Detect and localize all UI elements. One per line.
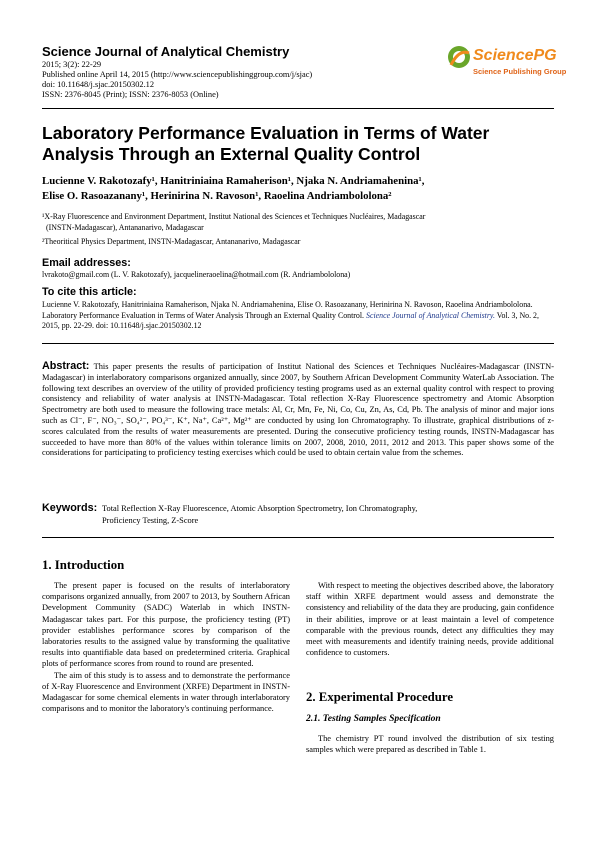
- introduction-body: [42, 580, 290, 714]
- right-column-body: [306, 580, 554, 658]
- section-experimental-title: 2. Experimental Procedure: [306, 690, 454, 704]
- citation-body: Lucienne V. Rakotozafy, Hanitriniaina Ramaherison, Njaka N. Andriamahenina, Elise O. Rasoazanany, Herinirina N. Ravoson, Raoelina Andriambololona. Laboratory Performance Evaluation in Terms of Water Analysis Through an External Quality Control.: [42, 300, 533, 320]
- abstract-bottom-divider: [42, 537, 554, 538]
- citation-journal: Science Journal of Analytical Chemistry.: [366, 310, 495, 320]
- keywords-list: [102, 503, 502, 526]
- keywords-line-1: Total Reflection X-Ray Fluorescence, Atomic Absorption Spectrometry, Ion Chromatography,: [102, 504, 418, 513]
- logo-text: SciencePG: [473, 47, 557, 64]
- keywords-line-2: Proficiency Testing, Z-Score: [102, 515, 199, 525]
- intro-paragraph-1: The present paper is focused on the results of interlaboratory comparisons organized annually, from 2007 to 2013, by Southern African Development Community (SADC) Waterlab in which INSTN-Madagascar takes part. For this purpose, the proficiency testing (PT) provider establishes performance scores by comparison of the laboratories results to the assigned value by transforming the qualitative results into quantifiable data based on predetermined criteria. Graphical plots of performance scores from round to round are presented.: [42, 581, 290, 669]
- journal-volume: 2015; 3(2): 22-29: [42, 60, 102, 69]
- subsection-testing-samples-title: 2.1. Testing Samples Specification: [306, 713, 441, 724]
- experimental-body: [306, 733, 554, 755]
- abstract-text-1: This paper presents the results of participation of Institut National des Sciences et Techniques Nucléaires-Madagascar (INSTN-Madagascar) in interlaboratory comparisons organized annually, since 2007, by Southern African Development Community WaterLab Association. The following text describes an overview of the utility of provided proficiency testing programs used as an external quality control with respect to proving consistency and reliability of water analysis at INSTN-Madagascar. Total reflection X-Ray Fluorescence spectrometry and Atomic Absorption Spectrometry are both used to measure the following trace metals: Al, Cr, Mn, Fe, Ni, Co, Cu, Zn, As, Cd, Pb. The analysis of minor and major ions such as Cl⁻, F⁻, NO₃⁻, SO₄²⁻, PO₄³⁻, K⁺, Na⁺, Ca²⁺, Mg²⁺: [42, 362, 554, 425]
- paper-title: Laboratory Performance Evaluation in Terms of Water Analysis Through an External Quality Control: [42, 123, 490, 164]
- issn: ISSN: 2376-8045 (Print); ISSN: 2376-8053 (Online): [42, 90, 219, 99]
- abstract-text-2: are conducted by using Ion Chromatography. To illustrate, graphical distributions of z-scores calculated from the results of water measurements are presented. During the consecutive proficiency testing rounds, INSTN-Madagascar has succeeded to have more than 80% of the values within tolerance limits on 2007, 2008, 2010, 2011, 2012 and 2013. This paper shows some of the considerations for participating to proficiency testing exercises which could be used to obtain certain value from the schemes.: [42, 415, 555, 458]
- abstract: [42, 361, 554, 459]
- publish-info: Published online April 14, 2015 (http://www.sciencepublishinggroup.com/j/sjac): [42, 70, 313, 79]
- publisher-logo: [447, 43, 567, 93]
- header-divider: [42, 108, 554, 109]
- affiliation-1-line-1: ¹X-Ray Fluorescence and Environment Department, Institut National des Sciences et Techniques Nucléaires, Madagascar: [42, 212, 426, 221]
- abstract-label: Abstract:: [42, 360, 90, 372]
- author-list: [42, 174, 557, 204]
- affiliation-1: [42, 212, 557, 233]
- affiliation-2: ²Theoritical Physics Department, INSTN-Madagascar, Antananarivo, Madagascar: [42, 237, 301, 246]
- authors-line-2: Elise O. Rasoazanany¹, Herinirina N. Ravoson¹, Raoelina Andriambololona²: [42, 190, 392, 202]
- intro-paragraph-2: The aim of this study is to assess and to demonstrate the performance of X-Ray Fluorescence and Environment (XRFE) Department in INSTN-Madagascar for some chemical elements in water through interlaboratory comparisons and to monitor the laboratory's continuing performance.: [42, 670, 290, 714]
- citation-text: [42, 300, 557, 332]
- citation-tail: Vol. 3, No. 2, 2015, pp. 22-29. doi: 10.11648/j.sjac.20150302.12: [42, 310, 539, 331]
- abstract-top-divider: [42, 343, 554, 344]
- section-introduction-title: 1. Introduction: [42, 558, 125, 572]
- right-paragraph-1: With respect to meeting the objectives described above, the laboratory staff within XRFE department would assess and demonstrate the consistency and reliability of the data they are producing, gain confidence in their abilities, improve or at least maintain a level of competence comparable with the previous rounds, detect any difficulties they may meet with measurements and identify training needs, provide additional confidence to customers.: [306, 581, 554, 658]
- email-heading: Email addresses:: [42, 257, 131, 269]
- journal-name: Science Journal of Analytical Chemistry: [42, 44, 290, 59]
- experimental-paragraph-1: The chemistry PT round involved the distribution of six testing samples which were prepared as described in Table 1.: [306, 734, 554, 755]
- logo-subtext: Science Publishing Group: [473, 67, 567, 76]
- authors-line-1: Lucienne V. Rakotozafy¹, Hanitriniaina Ramaherison¹, Njaka N. Andriamahenina¹,: [42, 175, 425, 187]
- email-addresses: lvrakoto@gmail.com (L. V. Rakotozafy), jacquelineraoelina@hotmail.com (R. Andriambololona): [42, 270, 351, 279]
- citation-heading: To cite this article:: [42, 286, 137, 298]
- doi: doi: 10.11648/j.sjac.20150302.12: [42, 80, 155, 89]
- keywords-label: Keywords:: [42, 502, 98, 514]
- affiliation-1-line-2: (INSTN-Madagascar), Antananarivo, Madagascar: [46, 222, 204, 232]
